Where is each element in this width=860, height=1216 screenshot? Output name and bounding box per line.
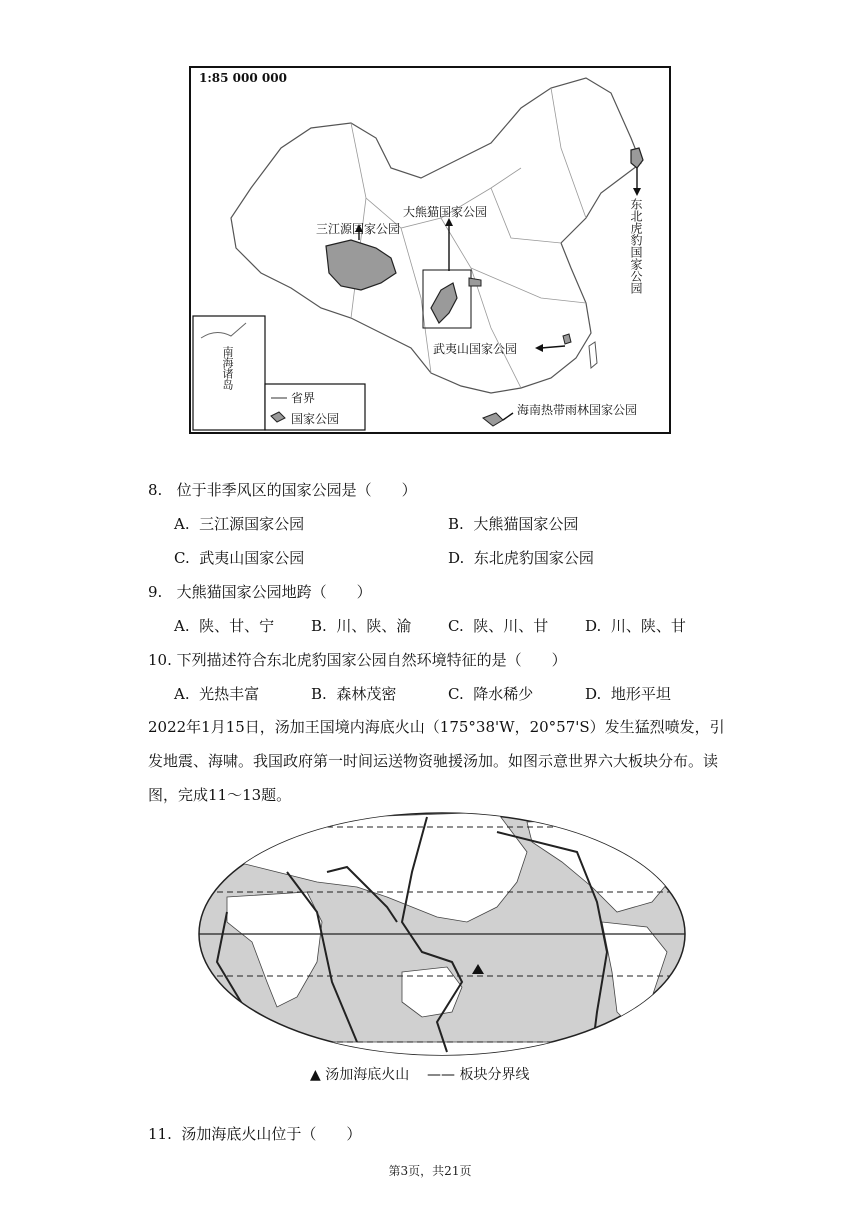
option-9D[interactable]: D. 川、陕、甘 <box>585 617 686 635</box>
map2-legend <box>310 1064 530 1084</box>
world-map-svg <box>197 812 687 1062</box>
antarctica-shape <box>197 1042 687 1062</box>
option-10B[interactable]: B. 森林茂密 <box>311 685 397 703</box>
option-8C[interactable]: C. 武夷山国家公园 <box>174 549 305 567</box>
china-national-parks-map <box>189 66 671 434</box>
option-10C[interactable]: C. 降水稀少 <box>448 685 534 703</box>
question-11 <box>148 1124 361 1144</box>
tiger-park-shape <box>631 148 643 168</box>
volcano-icon: ▲ <box>310 1067 321 1083</box>
legend-volcano-label: 汤加海底火山 <box>325 1067 410 1083</box>
option-9B[interactable]: B. 川、陕、渝 <box>311 617 412 635</box>
question-number: 11. <box>148 1125 172 1143</box>
label-panda: 大熊猫国家公园 <box>403 205 488 219</box>
option-8B[interactable]: B. 大熊猫国家公园 <box>448 515 579 533</box>
label-wuyishan: 武夷山国家公园 <box>433 342 518 356</box>
question-stem: 汤加海底火山位于（ ） <box>181 1125 362 1143</box>
page-footer: 第3页，共21页 <box>388 1164 472 1178</box>
option-8D[interactable]: D. 东北虎豹国家公园 <box>448 549 594 567</box>
option-8A[interactable]: A. 三江源国家公园 <box>174 515 305 533</box>
label-south-sea: 南海诸岛 <box>221 346 234 390</box>
passage-text: 2022年1月15日，汤加王国境内海底火山（175°38'W，20°57'S）发生猛烈喷发，引发地震、海啸。我国政府第一时间运送物资驰援汤加。如图示意世界六大板块分布。读图，完成11～13题。 <box>148 718 725 804</box>
hainan-park-shape <box>483 413 503 426</box>
boundary-line-icon: —— <box>427 1067 456 1083</box>
map-scale: 1:85 000 000 <box>199 71 287 85</box>
question-stem: 下列描述符合东北虎豹国家公园自然环境特征的是（ ） <box>176 651 567 669</box>
label-hainan: 海南热带雨林国家公园 <box>517 403 638 417</box>
question-number: 10. <box>148 651 172 669</box>
legend-boundary-label: 省界 <box>291 391 316 405</box>
label-sanjiangyuan: 三江源国家公园 <box>316 222 401 236</box>
question-stem: 大熊猫国家公园地跨（ ） <box>176 583 372 601</box>
wuyishan-park-shape <box>563 334 571 344</box>
world-plates-map <box>197 812 687 1062</box>
legend-boundary-label: 板块分界线 <box>459 1067 530 1083</box>
china-map-svg <box>191 68 669 432</box>
option-10D[interactable]: D. 地形平坦 <box>585 685 671 703</box>
legend-park-label: 国家公园 <box>291 412 340 426</box>
question-stem: 位于非季风区的国家公园是（ ） <box>176 481 417 499</box>
option-9C[interactable]: C. 陕、川、甘 <box>448 617 549 635</box>
label-tiger: 东北虎豹国家公园 <box>629 198 643 294</box>
question-8 <box>148 480 417 500</box>
question-9 <box>148 582 372 602</box>
option-9A[interactable]: A. 陕、甘、宁 <box>174 617 275 635</box>
question-10 <box>148 650 567 670</box>
option-10A[interactable]: A. 光热丰富 <box>174 685 260 703</box>
question-number: 9. <box>148 583 163 601</box>
question-number: 8. <box>148 481 163 499</box>
